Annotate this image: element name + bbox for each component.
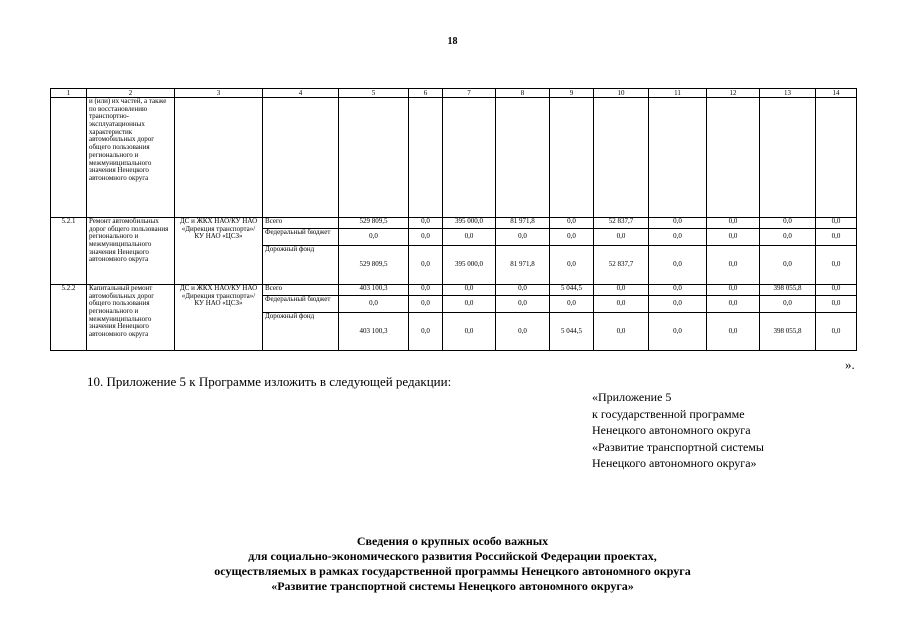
value-cell: 0,0 — [760, 246, 816, 285]
row-number: 5.2.2 — [51, 285, 87, 351]
budget-table — [50, 88, 857, 351]
value-cell: 398 055,8 — [760, 285, 816, 296]
column-header: 14 — [816, 89, 857, 98]
value-cell: 5 044,5 — [550, 313, 594, 351]
value-cell: 403 100,3 — [339, 313, 409, 351]
value-cell: 0,0 — [594, 296, 649, 313]
value-cell: 0,0 — [707, 229, 760, 246]
value-cell: 0,0 — [707, 313, 760, 351]
value-cell: 0,0 — [594, 285, 649, 296]
title-line: Сведения о крупных особо важных — [356, 534, 549, 548]
value-cell: 0,0 — [496, 229, 550, 246]
value-cell: 0,0 — [443, 285, 496, 296]
column-header: 10 — [594, 89, 649, 98]
continuation-row — [51, 98, 857, 218]
value-cell: 0,0 — [409, 285, 443, 296]
value-cell: 0,0 — [550, 218, 594, 229]
row-executor: ДС и ЖКХ НАО/КУ НАО «Дирекция транспорта»/ КУ НАО «ЦСЗ» — [175, 218, 263, 285]
value-cell: 398 055,8 — [760, 313, 816, 351]
value-cell: 395 000,0 — [443, 246, 496, 285]
value-cell: 0,0 — [816, 285, 857, 296]
appendix-line: «Приложение 5 — [592, 390, 672, 404]
value-cell: 0,0 — [816, 246, 857, 285]
closing-quote: ». — [845, 357, 855, 372]
value-cell: 403 100,3 — [339, 285, 409, 296]
row-name: Капитальный ремонт автомобильных дорог общего пользования регионального и межмуниципального значения Ненецкого автономного округа — [87, 285, 175, 351]
appendix-header — [592, 389, 764, 472]
source-label: Дорожный фонд — [263, 246, 339, 285]
row-executor: ДС и ЖКХ НАО/КУ НАО «Дирекция транспорта»/ КУ НАО «ЦСЗ» — [175, 285, 263, 351]
source-label: Дорожный фонд — [263, 313, 339, 351]
value-cell: 0,0 — [707, 218, 760, 229]
header-row — [51, 89, 857, 98]
appendix-line: «Развитие транспортной системы — [592, 439, 764, 454]
value-cell: 0,0 — [496, 296, 550, 313]
value-cell: 81 971,8 — [496, 218, 550, 229]
value-cell: 5 044,5 — [550, 285, 594, 296]
table-row — [51, 218, 857, 229]
value-cell: 0,0 — [409, 313, 443, 351]
value-cell: 0,0 — [339, 229, 409, 246]
source-label: Всего — [263, 218, 339, 229]
column-header: 1 — [51, 89, 87, 98]
column-header: 12 — [707, 89, 760, 98]
value-cell: 0,0 — [550, 296, 594, 313]
appendix-line: Ненецкого автономного округа» — [592, 456, 757, 470]
value-cell: 0,0 — [816, 229, 857, 246]
value-cell: 0,0 — [707, 296, 760, 313]
appendix-line: к государственной программе — [592, 406, 745, 421]
value-cell: 0,0 — [409, 229, 443, 246]
value-cell: 0,0 — [409, 218, 443, 229]
value-cell: 0,0 — [443, 229, 496, 246]
value-cell: 0,0 — [443, 296, 496, 313]
value-cell: 0,0 — [443, 313, 496, 351]
column-header: 9 — [550, 89, 594, 98]
column-header: 5 — [339, 89, 409, 98]
value-cell: 52 837,7 — [594, 246, 649, 285]
value-cell: 81 971,8 — [496, 246, 550, 285]
value-cell: 0,0 — [816, 296, 857, 313]
column-header: 2 — [87, 89, 175, 98]
value-cell: 395 000,0 — [443, 218, 496, 229]
title-line: осуществляемых в рамках государственной программы Ненецкого автономного округа — [214, 564, 691, 578]
value-cell: 0,0 — [760, 296, 816, 313]
value-cell: 0,0 — [760, 218, 816, 229]
value-cell: 0,0 — [409, 246, 443, 285]
value-cell: 0,0 — [649, 285, 707, 296]
item-10-paragraph: 10. Приложение 5 к Программе изложить в следующей редакции: — [87, 374, 452, 389]
appendix-line: Ненецкого автономного округа — [592, 423, 751, 437]
value-cell: 0,0 — [816, 313, 857, 351]
column-header: 8 — [496, 89, 550, 98]
value-cell: 0,0 — [409, 296, 443, 313]
value-cell: 52 837,7 — [594, 218, 649, 229]
title-line: для социально-экономического развития Российской Федерации проектах, — [248, 549, 657, 563]
value-cell: 529 809,5 — [339, 246, 409, 285]
table-row — [51, 285, 857, 296]
value-cell: 0,0 — [760, 229, 816, 246]
column-header: 3 — [175, 89, 263, 98]
title-line: «Развитие транспортной системы Ненецкого автономного округа» — [271, 579, 634, 593]
value-cell: 0,0 — [496, 285, 550, 296]
column-header: 11 — [649, 89, 707, 98]
column-header: 13 — [760, 89, 816, 98]
source-label: Федеральный бюджет — [263, 296, 339, 313]
value-cell: 0,0 — [707, 246, 760, 285]
value-cell: 0,0 — [550, 246, 594, 285]
value-cell: 0,0 — [339, 296, 409, 313]
column-header: 6 — [409, 89, 443, 98]
source-label: Федеральный бюджет — [263, 229, 339, 246]
page-number: 18 — [447, 36, 458, 47]
section-title — [0, 534, 905, 594]
value-cell: 0,0 — [550, 229, 594, 246]
value-cell: 0,0 — [816, 218, 857, 229]
column-header: 4 — [263, 89, 339, 98]
continuation-cell: и (или) их частей, а также по восстановлению транспортно-эксплуатационных характеристик автомобильных дорог общего пользования регионального и межмуниципального значения Ненецкого автономного округа — [87, 98, 175, 218]
row-number: 5.2.1 — [51, 218, 87, 285]
value-cell: 0,0 — [649, 313, 707, 351]
value-cell: 0,0 — [649, 246, 707, 285]
value-cell: 0,0 — [649, 218, 707, 229]
value-cell: 0,0 — [649, 296, 707, 313]
row-name: Ремонт автомобильных дорог общего пользования регионального и межмуниципального значения Ненецкого автономного округа — [87, 218, 175, 285]
column-header: 7 — [443, 89, 496, 98]
value-cell: 0,0 — [649, 229, 707, 246]
value-cell: 529 809,5 — [339, 218, 409, 229]
value-cell: 0,0 — [594, 229, 649, 246]
value-cell: 0,0 — [496, 313, 550, 351]
source-label: Всего — [263, 285, 339, 296]
value-cell: 0,0 — [707, 285, 760, 296]
value-cell: 0,0 — [594, 313, 649, 351]
